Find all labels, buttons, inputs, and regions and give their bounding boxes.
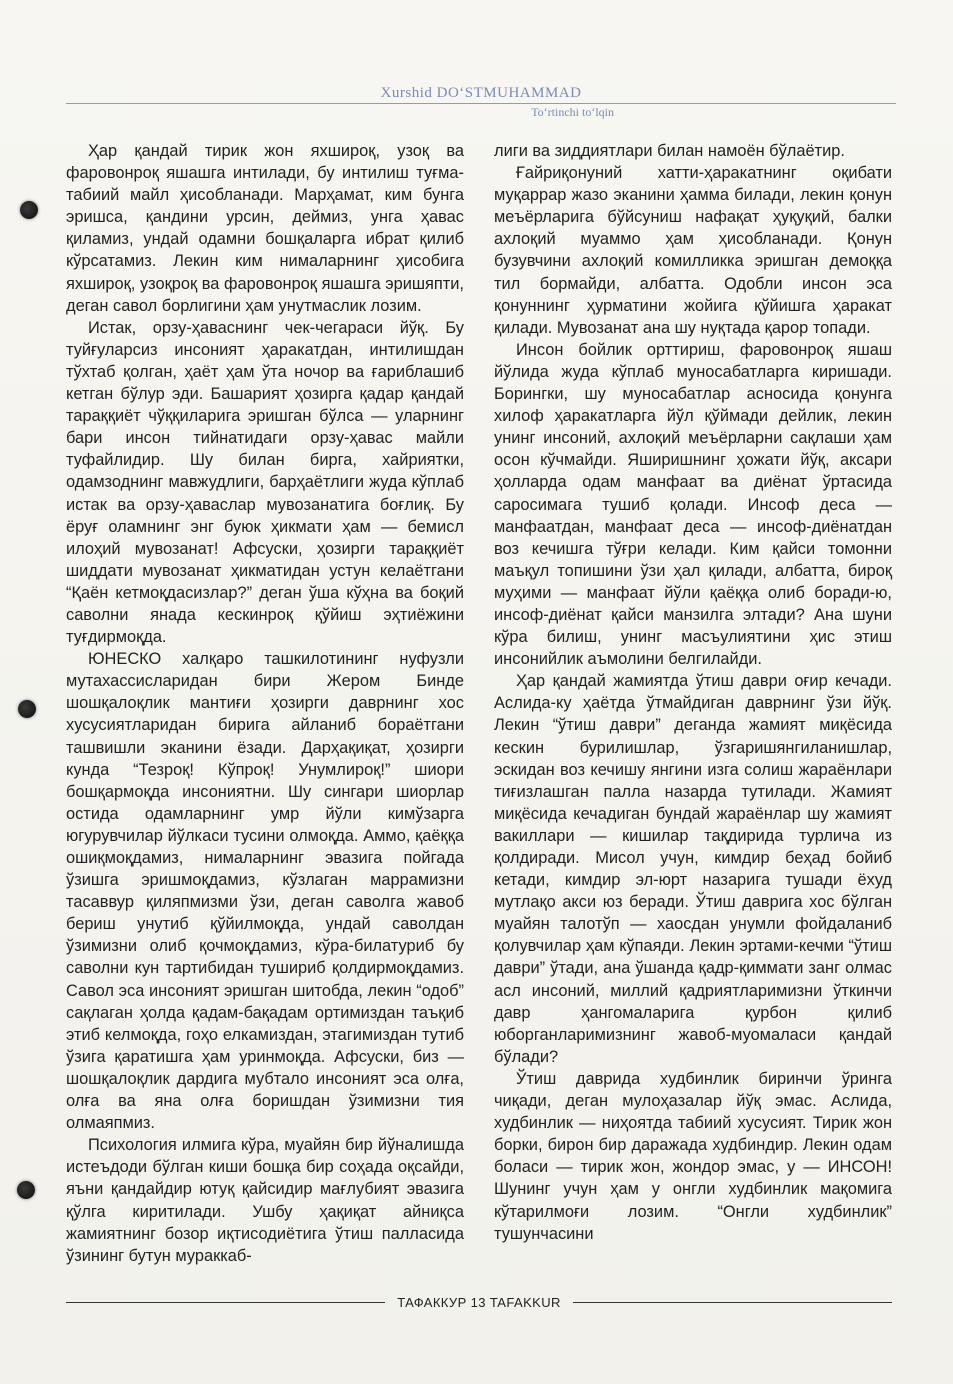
author-name: Xurshid DOʻSTMUHAMMAD <box>380 85 582 101</box>
left-column <box>66 140 464 1267</box>
article-subtitle: Toʻrtinchi toʻlqin <box>531 105 614 119</box>
right-paragraph-1: лиги ва зиддиятлари билан намоён бўлаётир. <box>494 142 845 160</box>
running-head <box>66 84 896 120</box>
right-paragraph-2: Ғайриқонуний хатти-ҳаракатнинг оқибати муқаррар жазо эканини ҳамма билади, лекин қонун меъёрларига бўйсуниш нафақат ҳуқуқий, балки ахлоқий муаммо ҳам ҳисобланади. Қонун бузувчини ахлоқий комилликка эришган демоққа тил бормайди, албатта. Одобли инсон эса қонуннинг ҳурматини жойига қўйишга ҳаракат қилади. Мувозанат ана шу нуқтада қарор топади. <box>494 164 892 337</box>
page-footer <box>66 1290 892 1314</box>
right-paragraph-3: Инсон бойлик орттириш, фаровонроқ яшаш йўлида жуда кўплаб муносабатларга киришади. Борингки, шу муносабатлар асносида қонунга хилоф ҳаракатларга йўл қўймади дейлик, лекин унинг инсоний, ахлоқий меъёрларни сақлаши ҳам осон кўчмайди. Яширишнинг ҳожати йўқ, аксари ҳолларда одам манфаат ва диёнат ўртасида саросимага тушиб қолади. Инсоф деса — манфаатдан, манфаат деса — инсоф-диёнатдан воз кечишга тўғри келади. Ким қайси томонни маъқул топишини ўзи ҳал қилади, албатта, бироқ муҳими — манфаат йўли қаёққа олиб боради-ю, инсоф-диёнат қайси манзилга элтади? Ана шуни кўра билиш, унинг масъулиятини ҳис этиш инсонийлик аъмолини белгилайди. <box>494 340 892 669</box>
punch-hole-bottom <box>17 1181 35 1199</box>
punch-hole-top <box>20 201 38 219</box>
left-paragraph-4: Психология илмига кўра, муайян бир йўналишда истеъдоди бўлган киши бошқа бир соҳада оқсайди, яъни қандайдир ютуқ қайсидир мағлубият эвазига қўлга киритилади. Ушбу ҳақиқат айниқса жамиятнинг бозор иқтисодиётига ўтиш палласида ўзининг бутун мураккаб- <box>66 1136 464 1265</box>
footer-rule-right <box>573 1302 892 1303</box>
right-column <box>494 140 892 1245</box>
left-paragraph-3: ЮНЕСКО халқаро ташкилотининг нуфузли мутахассисларидан бири Жером Бинде шошқалоқлик мантиғи ҳозирги даврнинг хос хусусиятларидан бирига айланиб бораётгани ташвишли эканини ёзади. Дарҳақиқат, ҳозирги кунда “Тезроқ! Кўпроқ! Унумлироқ!” шиори бошқармоқда инсониятни. Шу сингари шиорлар остида одамларнинг умр йўли кимўзарга югурувчилар йўлкаси тусини олмоқда. Аммо, қаёққа ошиқмоқдамиз, нималарнинг эвазига пойгада ўзишга эришмоқдамиз, кўзлаган маррамизни тасаввур қиляпмизми ўзи, деган саволга жавоб бериш унутиб қўйилмоқда, ундай саволдан ўзимизни олиб қочмоқдамиз, кўра-билатуриб бу саволни кун тартибидан тушириб қолдирмоқдамиз. Савол эса инсоният эришган шитобда, лекин “одоб” сақлаган ҳолда қадам-бақадам ортимиздан таъқиб этиб келмоқда, гоҳо елкамиздан, этагимиздан тутиб ўзига қаратишга ҳам уринмоқда. Афсуски, биз — шошқалоқлик дардига мубтало инсоният эса олға, олға ва яна олға боришдан ўзимизни тия олмаяпмиз. <box>66 650 464 1133</box>
footer-page-label: ТАФАККУР 13 TAFAKKUR <box>397 1294 561 1310</box>
right-paragraph-5: Ўтиш даврида худбинлик биринчи ўринга чиқади, деган мулоҳазалар йўқ эмас. Аслида, худбинлик — ниҳоятда табиий хусусият. Тирик жон борки, бирон бир даражада худбиндир. Лекин одам боласи — тирик жон, жондор эмас, у — ИНСОН! Шунинг учун ҳам у онгли худбинлик мақомига кўтарилмоғи лозим. “Онгли худбинлик” тушунчасини <box>494 1069 892 1243</box>
left-paragraph-1: Ҳар қандай тирик жон яхшироқ, узоқ ва фаровонроқ яшашга интилади, бу интилиш туғма-табиий майл ҳисобланади. Марҳамат, ким бунга эришса, қандини урсин, деймиз, унга ҳавас қиламиз, ундай одамни бошқаларга ибрат қилиб кўрсатамиз. Лекин ким нималарнинг ҳисобига яхшироқ, узоқроқ ва фаровонроқ яшашга эришяпти, деган савол борлигини ҳам унутмаслик лозим. <box>66 142 464 315</box>
right-paragraph-4: Ҳар қандай жамиятда ўтиш даври оғир кечади. Аслида-ку ҳаётда ўтмайдиган даврнинг ўзи йўқ. Лекин “ўтиш даври” деганда жамият миқёсида кескин бурилишлар, ўзгаришянгиланишлар, эскидан воз кечишу янгини изга солиш жараёнлари тиғизлашган палла назарда тутилади. Жамият миқёсида кечадиган бундай жараёнлар шу жамият вакиллари — кишилар тақдирида турлича из қолдиради. Мисол учун, кимдир беҳад бойиб кетади, кимдир эл-юрт назарига тушади ёхуд мутлақо акси юз беради. Ўтиш даврига хос бўлган муайян талотўп — хаосдан унумли фойдаланиб қолувчилар ҳам кўпаяди. Лекин эртами-кечми “ўтиш даври” ўтади, ана ўшанда қадр-қиммати занг олмас асл инсоний, миллий қадриятларимизни ўткинчи давр ҳангомаларига қурбон қилиб юборганларимизнинг жавоб-муомаласи қандай бўлади? <box>494 672 892 1066</box>
punch-hole-middle <box>18 700 36 718</box>
left-paragraph-2: Истак, орзу-ҳаваснинг чек-чегараси йўқ. Бу туйғуларсиз инсоният ҳаракатдан, интилишдан тўхтаб қолган, ҳаёт ҳам ўта ночор ва ғариблашиб кетган бўлур эди. Башарият ҳозирга қадар қандай тараққиёт чўққиларига эришган бўлса — уларнинг бари инсон тийнатидаги орзу-ҳавас майли туфайлидир. Шу билан бирга, хайриятки, одамзоднинг мавжудлиги, барҳаётлиги жуда кўплаб истак ва орзу-ҳаваслар мувозанатига боғлиқ. Бу ёруғ оламнинг энг буюк ҳикмати ҳам — бемисл илоҳий мувозанат! Афсуски, ҳозирги тараққиёт шиддати мувозанат ҳикматидан устун келаётгани “Қаён кетмоқдасизлар?” деган ўша кўҳна ва боқий саволни янада кескинроқ қўйиш эҳтиёжини туғдирмоқда. <box>66 318 464 647</box>
footer-rule-left <box>66 1302 385 1303</box>
